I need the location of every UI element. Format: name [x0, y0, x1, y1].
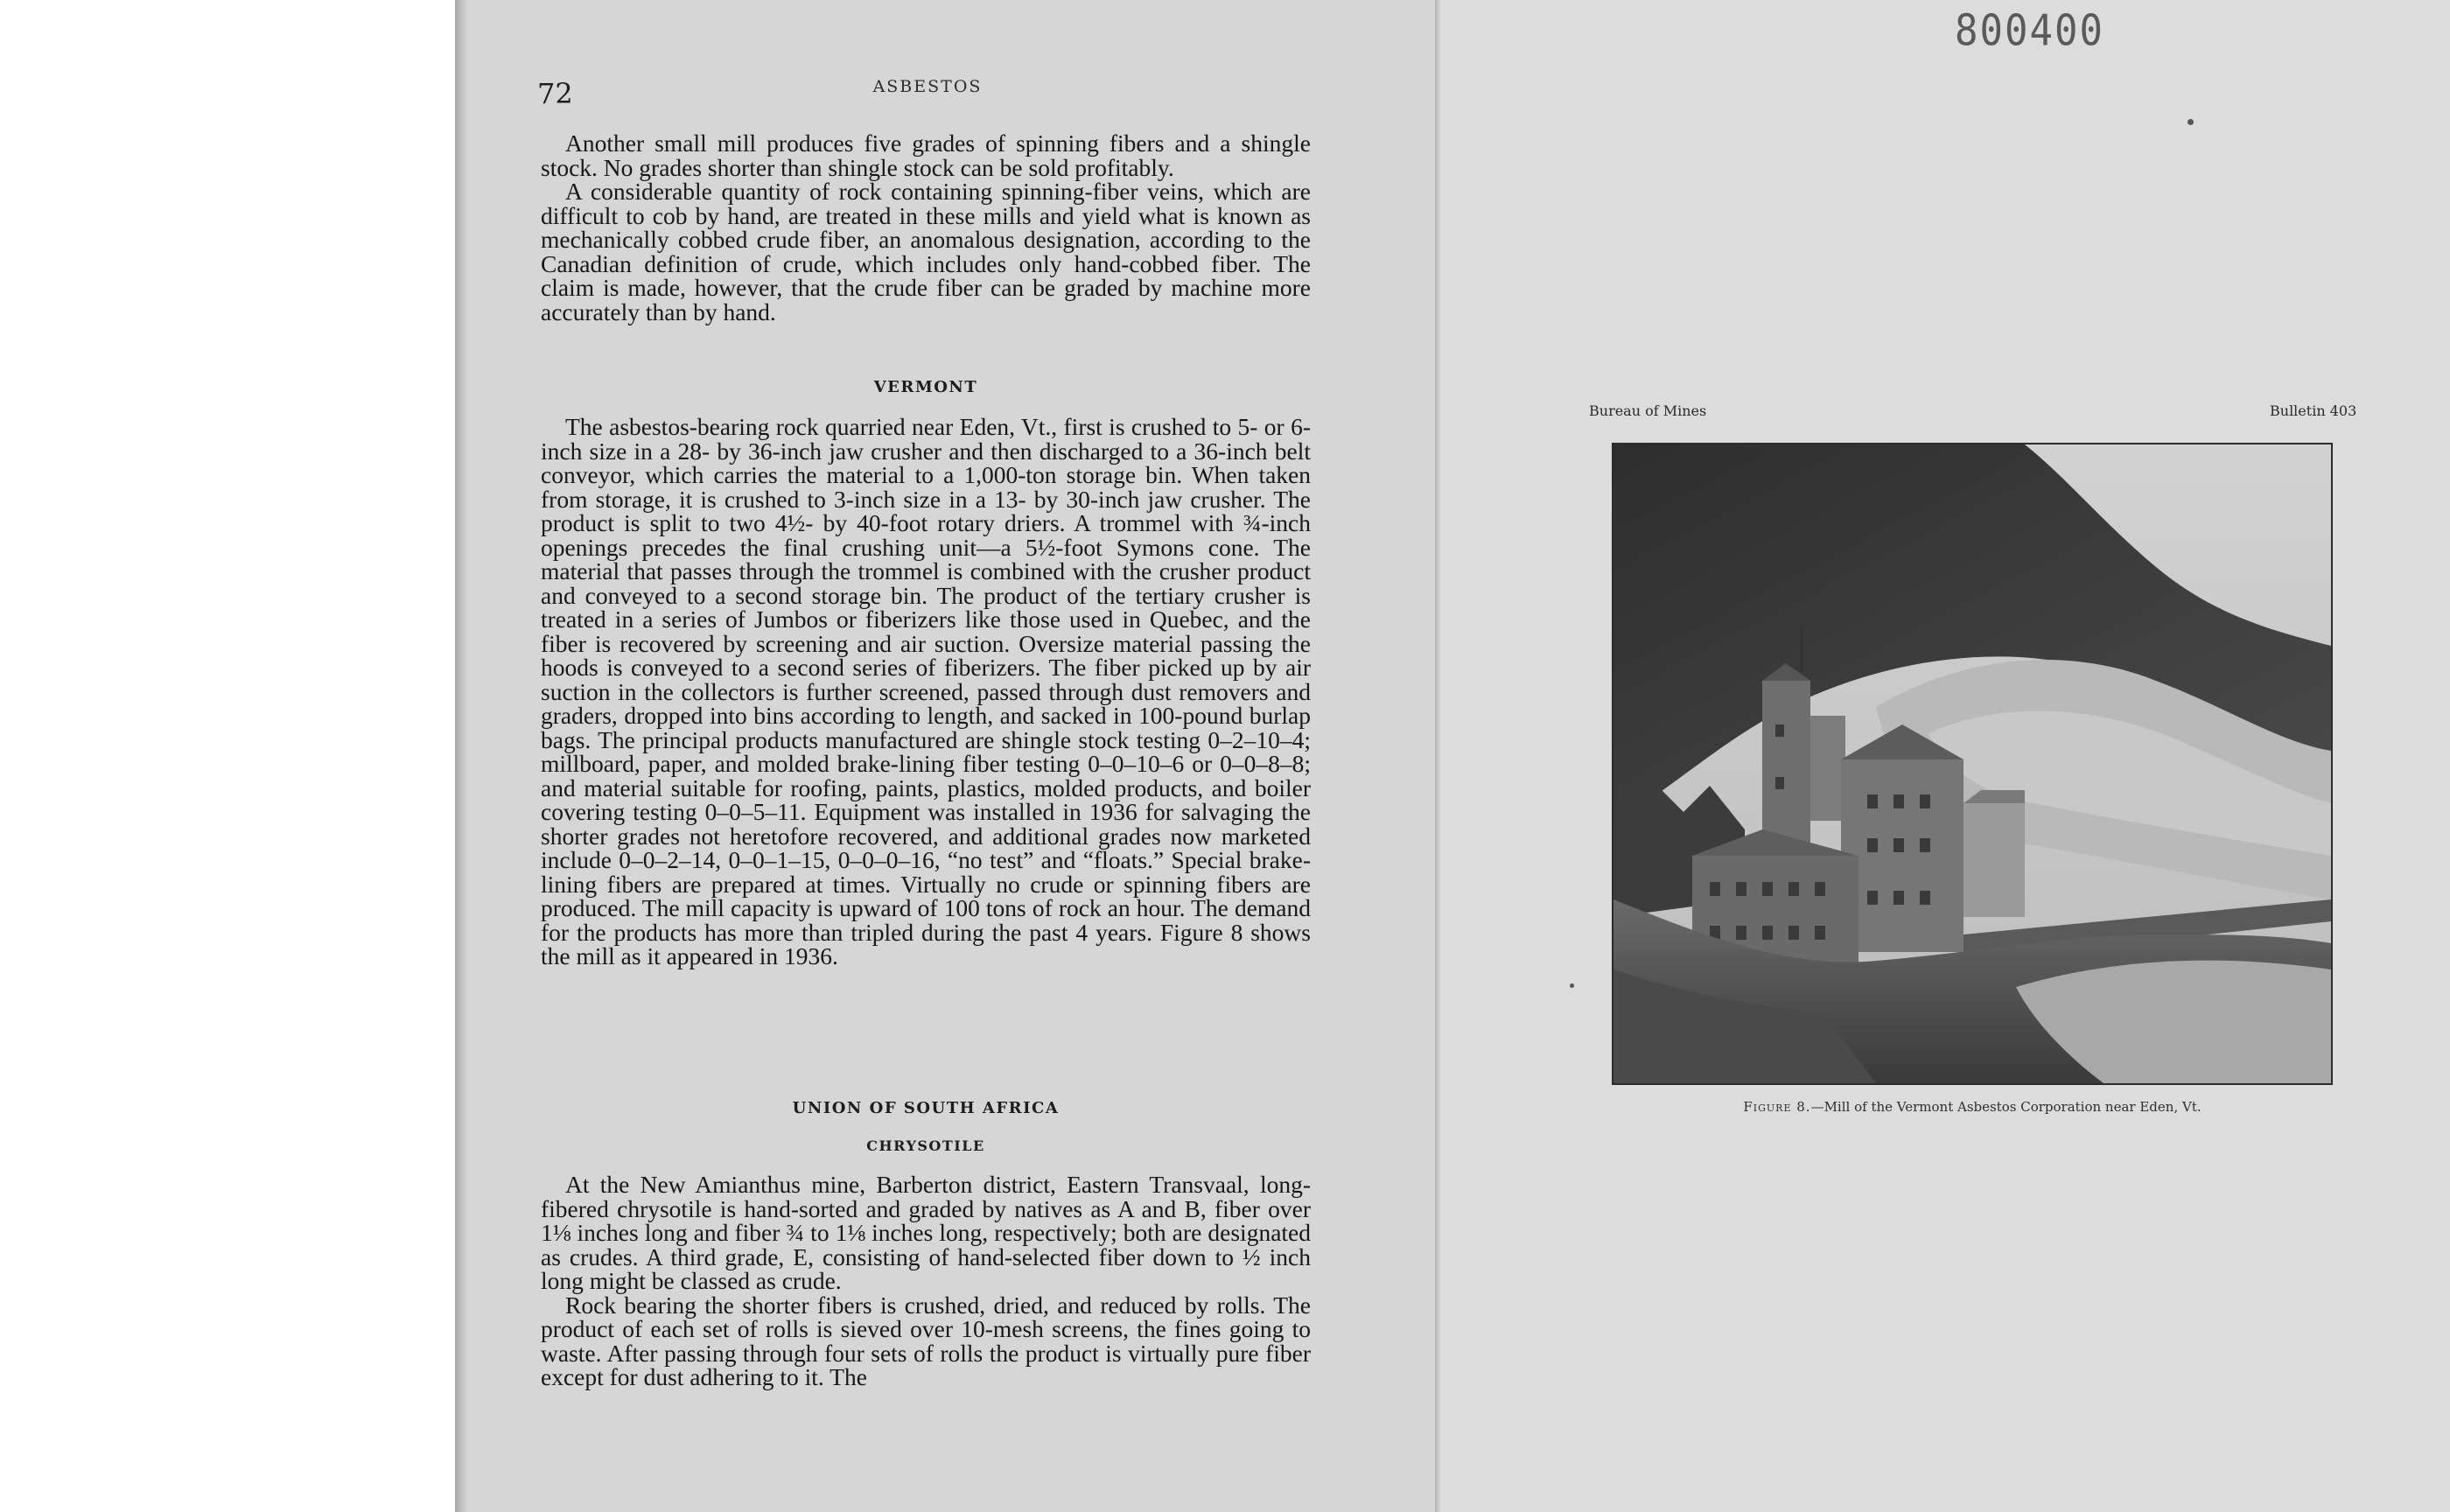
heading-vermont: VERMONT — [873, 378, 978, 396]
paragraph-vermont-process: The asbestos-bearing rock quarried near Eden, Vt., first is crushed to 5- or 6-inch size in a 28- by 36-inch jaw crusher and then discharged to a 36-inch belt conveyor, which carries the material to a 1,000-ton storage bin. When taken from storage, it is crushed to 3-inch size in a 13- by 30-inch jaw crusher. The product is split to two 4½- by 40-foot rotary driers. A trommel with ¾-inch openings precedes the final crushing unit—a 5½-foot Symons cone. The material that passes through the trommel is combined with the crusher product and conveyed to a second storage bin. The product of the tertiary crusher is treated in a series of Jumbos or fiberizers like those used in Quebec, and the fiber is recovered by screening and air suction. Oversize material passing the hoods is conveyed to a second series of fiberizers. The fiber picked up by air suction in the collectors is further screened, passed through dust removers and graders, dropped into bins according to length, and sacked in 100-pound burlap bags. The principal products manufactured are shingle stock testing 0–2–10–4; millboard, paper, and molded brake-lining fiber testing 0–0–10–6 or 0–0–8–8; and material suitable for roofing, paints, plastics, molded products, and boiler covering testing 0–0–5–11. Equipment was installed in 1936 for salvaging the shorter grades not heretofore recovered, and additional grades now marketed include 0–0–2–14, 0–0–1–15, 0–0–0–16, “no test” and “floats.” Special brake-lining fibers are prepared at times. Virtually no crude or spinning fibers are produced. The mill capacity is upward of 100 tons of rock an hour. The demand for the products has more than tripled during the past 4 years. Figure 8 shows the mill as it appeared in 1936. — [541, 413, 1311, 970]
heading-union-of-south-africa: UNION OF SOUTH AFRICA — [792, 1099, 1060, 1117]
figure-8-caption — [1612, 1099, 2333, 1115]
figure-label: Figure 8. — [1743, 1099, 1811, 1115]
archive-stamp-number: 800400 — [1955, 5, 2104, 57]
paragraph-new-amianthus-mine: At the New Amianthus mine, Barberton district, Eastern Transvaal, long-fibered chrysotile is hand-sorted and graded by natives as A and B, fiber over 1⅛ inches long and fiber ¾ to 1⅛ inches long, respectively; both are designated as crudes. A third grade, E, consisting of hand-selected fiber down to ½ inch long might be classed as crude. — [541, 1171, 1311, 1294]
figure-caption-text: —Mill of the Vermont Asbestos Corporation near Eden, Vt. — [1810, 1099, 2202, 1115]
left-page-edge-shadow — [455, 0, 467, 1512]
text-block-vermont — [541, 415, 1311, 969]
heading-chrysotile: CHRYSOTILE — [866, 1138, 985, 1154]
paragraph-rolls: Rock bearing the shorter fibers is crushed, dried, and reduced by rolls. The product of each set of rolls is sieved over 10-mesh screens, the fines going to waste. After passing through four sets of rolls the product is virtually pure fiber except for dust adhering to it. The — [541, 1291, 1311, 1390]
paragraph-mill-grades: Another small mill produces five grades of spinning fibers and a shingle stock. No grades shorter than shingle stock can be sold profitably. — [541, 130, 1311, 181]
paragraph-mechanically-cobbed: A considerable quantity of rock containing spinning-fiber veins, which are difficult to cob by hand, are treated in these mills and yield what is known as mechanically cobbed crude fiber, an anomalous designation, according to the Canadian definition of crude, which includes only hand-cobbed fiber. The claim is made, however, that the crude fiber can be graded by machine more accurately than by hand. — [541, 178, 1311, 326]
paper-speck — [1570, 984, 1574, 988]
running-head: ASBESTOS — [872, 77, 983, 96]
text-block-south-africa — [541, 1172, 1311, 1390]
paper-speck — [2188, 119, 2194, 125]
text-block-intro — [541, 131, 1311, 324]
book-gutter — [1435, 0, 1442, 1512]
figure-8-mill-photograph — [1612, 443, 2333, 1085]
page-number: 72 — [537, 77, 573, 110]
header-bureau-of-mines: Bureau of Mines — [1589, 402, 1707, 419]
header-bulletin-number: Bulletin 403 — [2270, 402, 2357, 419]
